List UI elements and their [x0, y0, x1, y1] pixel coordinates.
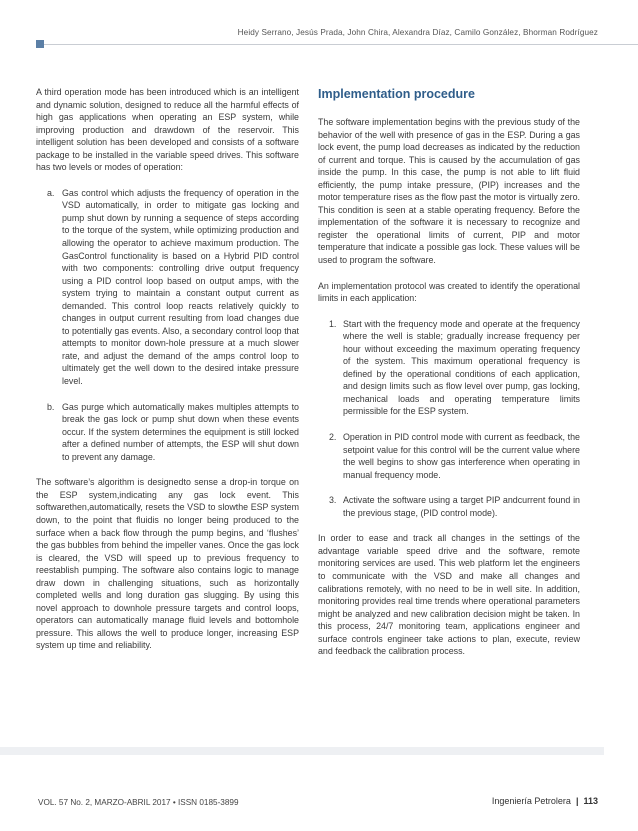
right-paragraph-1: The software implementation begins with the previous study of the behavior of the well with presence of gas in the ESP. During a gas lock event, the pump load decreases as indicated by the reduction of current and torque. This is caused by the accumulation of gas inside the pump. In this case, the pump is not able to lift fluid efficiently, the pump intake pressure, (PIP) increases and the motor temperature rises as the flow past the motor is virtually zero. This condition is seen at a stable operating frequency. Before the implementation of the software it is necessary to recognize and register the operational limits of current, PIP and motor temperature that indicate a possible gas lock. These values will be used to program the software. — [318, 117, 580, 266]
left-paragraph-2: The software’s algorithm is designedto sense a drop-in torque on the ESP system,indicating any gas lock event. This softwarethen,automatically, resets the VSD to slowthe ESP system down, to the point that fluidis no longer being produced to the surface when a back flow through the pump begins, and ‘flushes’ the gas bubbles from behind the impeller vanes. Once the gas lock is cleared, the VSD will speed up to previous frequency to reestablish pumping. The software also contains logic to manage draw down in challenging situations, such as horizontally completed wells and long duration gas slugging. By using this novel approach to downhole pressure targets and control loops, operators can automatically manage fluid levels and bottomhole pressure. This allows the well to produce longer, increasing ESP system up time and reliability. — [36, 477, 299, 651]
right-column — [318, 86, 580, 671]
footer-issue-info: VOL. 57 No. 2, MARZO-ABRIL 2017 • ISSN 0185-3899 — [38, 798, 239, 807]
right-paragraph-2: An implementation protocol was created to identify the operational limits in each application: — [318, 280, 580, 304]
protocol-list — [318, 318, 580, 520]
list-item — [318, 318, 580, 418]
list-item-text: Gas control which adjusts the frequency of operation in the VSD automatically, in order to mitigate gas locking and pump shut down by running a sequence of steps according to the torque of the system, while optimizing production and allowing the operator to achieve maximum production. The GasControl functionality is based on a Hybrid PID control with two components: controlling drive output frequency using a PID control loop based on output amps, with the system trying to maintain a constant output current as demanded. This control loop reacts relatively quickly to changes in output current resulting from load changes due to potentially gas events. Also, a secondary control loop that attempts to monitor down-hole pressure at a much slower rate, and adjust the demand of the amps control loop to ultimately get the well down to the desired intake pressure level. — [62, 187, 299, 387]
left-paragraph-1: A third operation mode has been introduced which is an intelligent and dynamic solution, designed to reduce all the harmful effects of high gas applications when operating an ESP system, while improving production and drawdown of the reservoir. This intelligent solution has been developed and consists of a software package to be installed in the variable speed drives. This software has two levels or modes of operation: — [36, 87, 299, 173]
list-item — [36, 401, 299, 464]
running-header-authors: Heidy Serrano, Jesús Prada, John Chira, Alexandra Díaz, Camilo González, Bhorman Rodríguez — [237, 28, 598, 37]
list-marker: b. — [47, 401, 55, 412]
left-column — [36, 86, 299, 665]
footer-journal — [492, 796, 598, 806]
list-item-text: Start with the frequency mode and operate at the frequency where the well is stable; gradually increase frequency per hour without exceeding the maximum operating frequency of the system. This maximum operational frequency is defined by the operational conditions of each application, and design limits such as flow level over pump, gas locking, mechanical loads and operating temperature limits permissible for the ESP system. — [343, 318, 580, 417]
list-marker: 1. — [329, 318, 337, 329]
list-marker: a. — [47, 187, 55, 198]
header-square-mark — [36, 40, 44, 48]
header-rule — [36, 44, 638, 45]
list-item — [318, 431, 580, 481]
list-item-text: Gas purge which automatically makes multiples attempts to break the gas lock or pump shut down when these events occur. If the system determines the equipment is still locked after a defined number of attempts, the ESP will shut down to prevent any damage. — [62, 401, 299, 462]
list-marker: 3. — [329, 495, 337, 506]
list-item — [36, 187, 299, 388]
journal-name: Ingeniería Petrolera — [491, 796, 571, 806]
footer-separator: | — [575, 796, 579, 806]
list-marker: 2. — [329, 432, 337, 443]
right-paragraph-3: In order to ease and track all changes in the settings of the advantage variable speed drive and the software, remote monitoring services are used. This web platform let the engineers to communicate with the VSD and make all changes and calibrations remotely, with no need to be in well site. In addition, monitoring provides real time trends where operational parameters might be analyzed and new calibration decision might be taken. In this process, 24/7 monitoring team, applications engineer and surface controls engineer take actions to plan, execute, review and feedback the calibration process. — [318, 533, 580, 657]
list-item-text: Operation in PID control mode with current as feedback, the setpoint value for this control will be the current value where the well begins to show gas interference when operating in manual frequency mode. — [343, 432, 580, 480]
page-number: 113 — [583, 796, 598, 806]
list-item — [318, 494, 580, 519]
mode-list — [36, 187, 299, 463]
footer-band — [0, 747, 604, 755]
section-heading: Implementation procedure — [318, 87, 475, 101]
list-item-text: Activate the software using a target PIP andcurrent found in the previous stage, (PID control mode). — [343, 495, 580, 518]
